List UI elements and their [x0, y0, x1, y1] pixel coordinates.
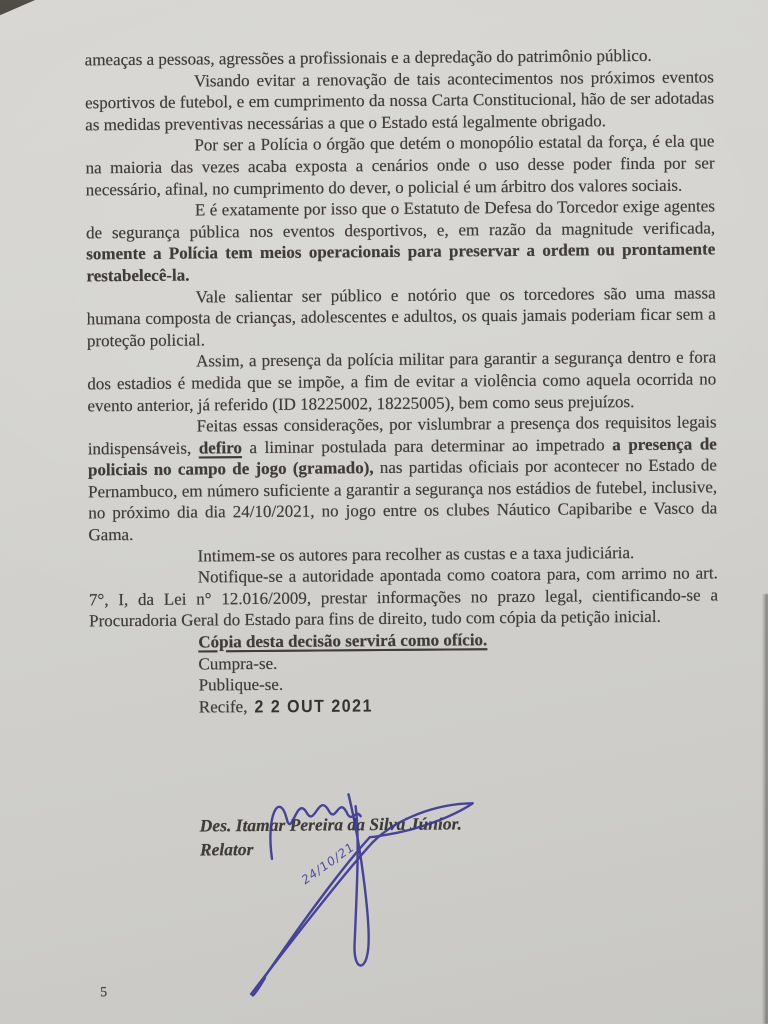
paragraph: Por ser a Polícia o órgão que detém o monopólio estatal da força, é ela que na maioria das vezes acaba exposta a cenários onde o uso desse poder finda por ser necessário, afinal, no cumprimento do dever, o policial é um árbitro dos valores sociais.: [85, 131, 715, 199]
paragraph: Notifique-se a autoridade apontada como coatora para, com arrimo no art. 7°, I, da Lei n° 12.016/2009, prestar informações no prazo legal, cientificando-se a Procuradoria Geral do Estado para fins de direito, tudo com cópia da petição inicial.: [88, 563, 719, 631]
paragraph: Feitas essas considerações, por vislumbrar a presença dos requisitos legais indispensáveis, defiro a liminar postulada para determinar ao impetrado a presença de policiais no campo de jogo (gramado), nas partidas oficiais por acontecer no Estado de Pernambuco, em número suficiente a garantir a segurança nos estádios de futebel, inclusive, no próximo dia dia 24/10/2021, no jogo entre os clubes Náutico Capibaribe e Vasco da Gama.: [87, 412, 718, 545]
paragraph: Visando evitar a renovação de tais acontecimentos nos próximos eventos esportivos de futebol, e em cumprimento da nossa Carta Constitucional, hão de ser adotadas as medidas preventivas necessárias a que o Estado está legalmente obrigado.: [84, 66, 715, 135]
document-body: [85, 44, 719, 719]
paragraph: Vale salientar ser público e notório que os torcedores são uma massa humana composta de crianças, adolescentes e adultos, os quais jamais poderiam ficar sem a proteção policial.: [86, 282, 716, 351]
paragraph: ameaças a pessoas, agressões a profissionais e a depredação do patrimônio público.: [84, 45, 652, 70]
signatory-name: Des. Itamar Pereira da Silva Júnior.: [199, 813, 462, 836]
paragraph: Recife, 2 2 OUT 2021: [90, 692, 719, 720]
signatory-role: Relator: [199, 839, 254, 860]
date-stamp: 2 2 OUT 2021: [254, 697, 374, 717]
handwritten-date: 24/10/21: [298, 839, 358, 888]
paragraph: Cópia desta decisão servirá como ofício.: [198, 630, 488, 652]
paragraph: Intimem-se os autores para recolher as custas e a taxa judiciária.: [197, 542, 635, 566]
page-number: 5: [100, 985, 108, 1001]
paragraph: E é exatamente por isso que o Estatuto de Defesa do Torcedor exige agentes de segurança pública nos eventos desportivos, e, em razão da magnitude verificada, somente a Polícia tem meios operacionais para preservar a ordem ou prontamente restabelecê-la.: [86, 196, 716, 286]
paragraph: Publique-se.: [198, 675, 284, 695]
paragraph: Cumpra-se.: [198, 653, 278, 674]
paragraph: Assim, a presença da polícia militar para garantir a segurança dentro e fora dos estadios é medida que se impõe, a fim de evitar a violência como aquela ocorrida no evento anterior, já referido (ID 18225002, 18225005), bem como seus prejuízos.: [87, 347, 717, 415]
